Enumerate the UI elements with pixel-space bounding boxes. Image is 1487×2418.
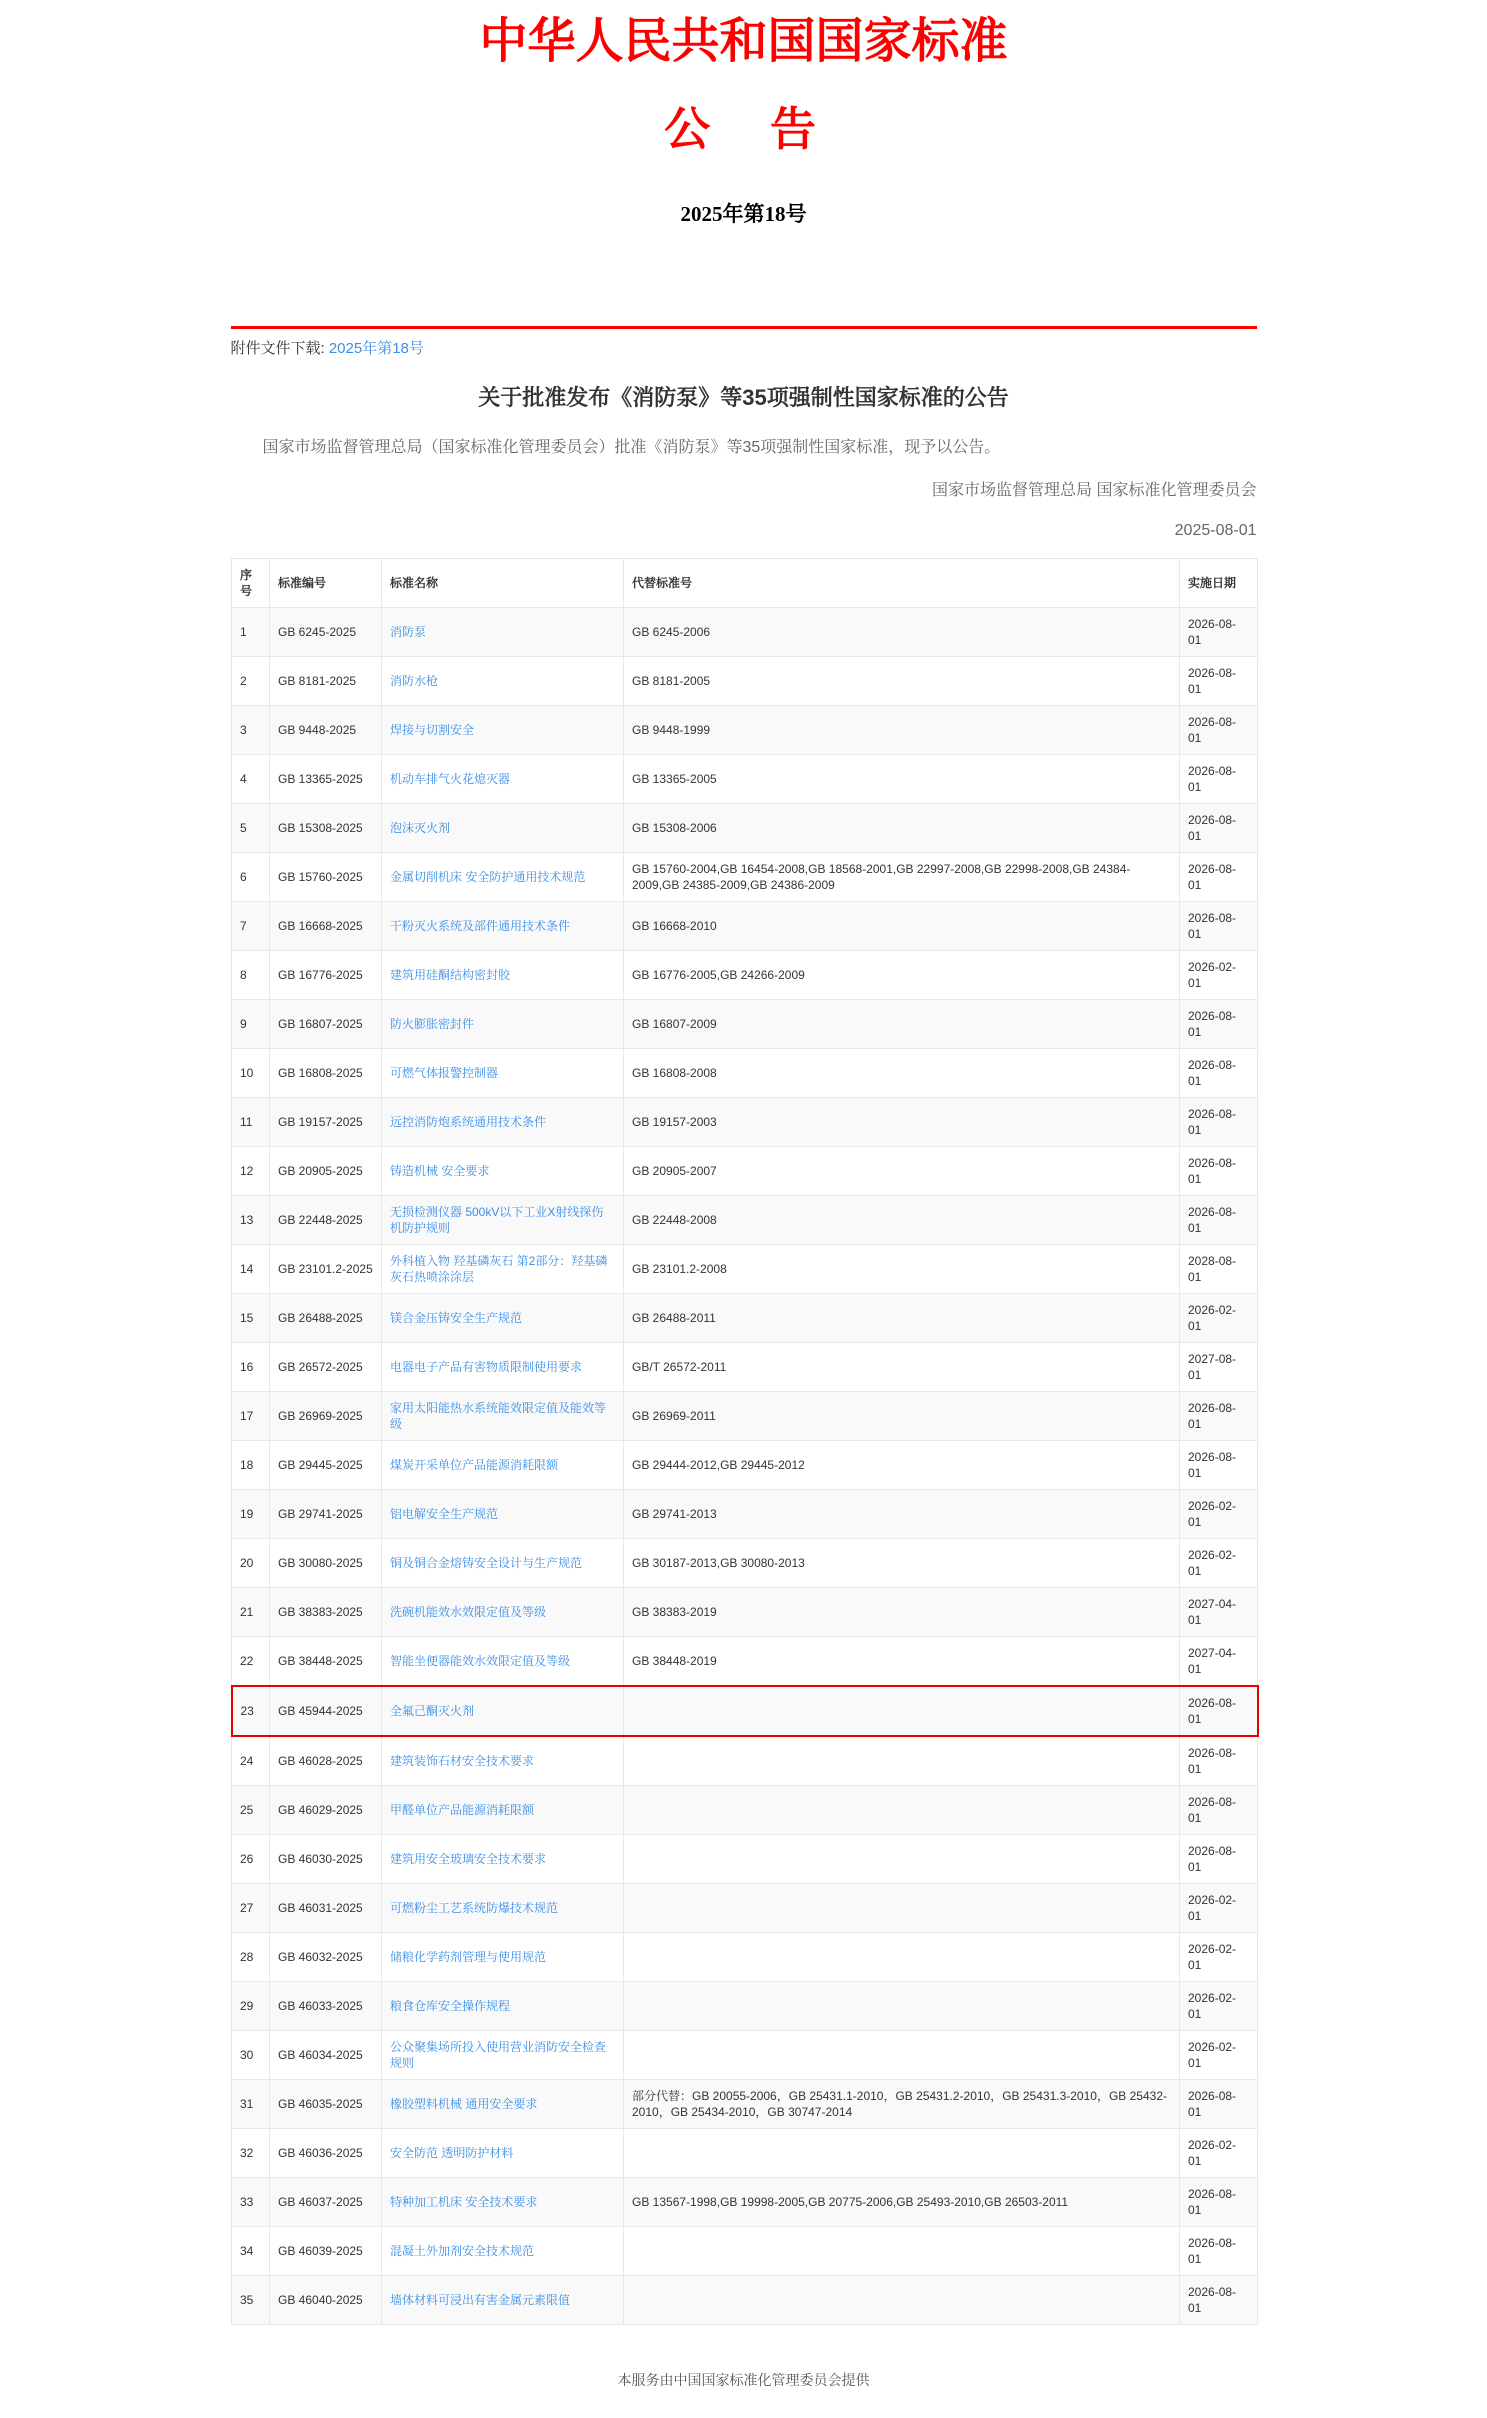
row-index-cell: 12	[232, 1146, 270, 1195]
standard-code-cell: GB 46035-2025	[270, 2079, 382, 2128]
red-divider-line	[231, 326, 1257, 329]
standard-code-cell: GB 16807-2025	[270, 999, 382, 1048]
standard-code-cell: GB 29741-2025	[270, 1489, 382, 1538]
implementation-date-cell: 2027-08-01	[1180, 1342, 1258, 1391]
standard-code-cell: GB 9448-2025	[270, 705, 382, 754]
standard-name-cell	[382, 852, 624, 901]
replaced-standards-cell: GB 15308-2006	[624, 803, 1180, 852]
standard-name-cell	[382, 2177, 624, 2226]
replaced-standards-cell: GB 6245-2006	[624, 607, 1180, 656]
standard-name-cell	[382, 1736, 624, 1786]
replaced-standards-cell: GB 38383-2019	[624, 1587, 1180, 1636]
standard-code-cell: GB 6245-2025	[270, 607, 382, 656]
replaced-standards-cell: GB 15760-2004,GB 16454-2008,GB 18568-2001,GB 22997-2008,GB 22998-2008,GB 24384-2009,GB 24385-2009,GB 24386-2009	[624, 852, 1180, 901]
standard-name-cell	[382, 1342, 624, 1391]
implementation-date-cell: 2026-08-01	[1180, 607, 1258, 656]
standard-name-link[interactable]: 建筑用安全玻璃安全技术要求	[390, 1851, 547, 1866]
footer-service-note: 本服务由中国国家标准化管理委员会提供	[617, 2371, 870, 2388]
replaced-standards-cell: GB 26969-2011	[624, 1391, 1180, 1440]
standard-code-cell: GB 46033-2025	[270, 1981, 382, 2030]
standard-code-cell: GB 20905-2025	[270, 1146, 382, 1195]
standard-name-cell	[382, 1440, 624, 1489]
standard-code-cell: GB 46031-2025	[270, 1883, 382, 1932]
standard-name-cell	[382, 2030, 624, 2079]
replaced-standards-cell	[624, 1834, 1180, 1883]
standard-name-cell	[382, 1293, 624, 1342]
table-row	[232, 1981, 1258, 2030]
page-title: 中华人民共和国国家标准	[479, 15, 1008, 68]
standard-code-cell: GB 16776-2025	[270, 950, 382, 999]
row-index-cell: 21	[232, 1587, 270, 1636]
standard-name-link[interactable]: 消防水枪	[390, 673, 439, 688]
replaced-standards-cell	[624, 2030, 1180, 2079]
standard-name-link[interactable]: 粮食仓库安全操作规程	[390, 1998, 511, 2013]
replaced-standards-cell: 部分代替：GB 20055-2006，GB 25431.1-2010，GB 25431.2-2010，GB 25431.3-2010，GB 25432-2010，GB 25434-2010，GB 30747-2014	[624, 2079, 1180, 2128]
standard-code-cell: GB 46037-2025	[270, 2177, 382, 2226]
row-index-cell: 33	[232, 2177, 270, 2226]
announcement-title: 关于批准发布《消防泵》等35项强制性国家标准的公告	[478, 384, 1009, 410]
standard-code-cell: GB 46040-2025	[270, 2275, 382, 2324]
standard-name-link[interactable]: 焊接与切割安全	[390, 722, 475, 737]
row-index-cell: 13	[232, 1195, 270, 1244]
attachment-download-label: 附件文件下载:	[230, 339, 325, 357]
implementation-date-cell: 2026-08-01	[1180, 803, 1258, 852]
implementation-date-cell: 2026-08-01	[1180, 999, 1258, 1048]
standard-name-cell	[382, 1883, 624, 1932]
standard-name-cell	[382, 803, 624, 852]
row-index-cell: 29	[232, 1981, 270, 2030]
implementation-date-cell: 2026-08-01	[1180, 852, 1258, 901]
row-index-cell: 1	[232, 607, 270, 656]
table-row	[232, 803, 1258, 852]
replaced-standards-cell	[624, 1686, 1180, 1736]
replaced-standards-cell: GB 16808-2008	[624, 1048, 1180, 1097]
standard-code-cell: GB 23101.2-2025	[270, 1244, 382, 1293]
standard-code-cell: GB 46032-2025	[270, 1932, 382, 1981]
table-row	[232, 999, 1258, 1048]
standard-name-cell	[382, 1932, 624, 1981]
replaced-standards-cell: GB 19157-2003	[624, 1097, 1180, 1146]
implementation-date-cell: 2026-08-01	[1180, 1048, 1258, 1097]
row-index-cell: 20	[232, 1538, 270, 1587]
standard-name-cell	[382, 901, 624, 950]
implementation-date-cell: 2026-02-01	[1180, 1538, 1258, 1587]
table-row	[232, 1440, 1258, 1489]
standard-code-cell: GB 22448-2025	[270, 1195, 382, 1244]
standard-name-link[interactable]: 橡胶塑料机械 通用安全要求	[390, 2096, 538, 2111]
standard-name-cell	[382, 2079, 624, 2128]
table-row	[232, 1834, 1258, 1883]
standard-name-link[interactable]: 泡沫灭火剂	[390, 820, 451, 835]
table-row	[232, 1342, 1258, 1391]
implementation-date-cell: 2026-02-01	[1180, 1883, 1258, 1932]
standard-name-link[interactable]: 智能坐便器能效水效限定值及等级	[390, 1653, 571, 1668]
replaced-standards-cell	[624, 2128, 1180, 2177]
standard-code-cell: GB 16808-2025	[270, 1048, 382, 1097]
standard-code-cell: GB 38383-2025	[270, 1587, 382, 1636]
standard-name-cell	[382, 705, 624, 754]
table-row	[232, 705, 1258, 754]
standard-name-link[interactable]: 外科植入物 羟基磷灰石 第2部分：羟基磷灰石热喷涂涂层	[390, 1253, 608, 1284]
standard-name-link[interactable]: 全氟己酮灭火剂	[390, 1703, 475, 1718]
announcement-body: 国家市场监督管理总局（国家标准化管理委员会）批准《消防泵》等35项强制性国家标准，现予以公告。	[262, 438, 1001, 456]
standard-name-cell	[382, 1146, 624, 1195]
implementation-date-cell: 2026-08-01	[1180, 2226, 1258, 2275]
implementation-date-cell: 2026-08-01	[1180, 1391, 1258, 1440]
row-index-cell: 15	[232, 1293, 270, 1342]
replaced-standards-cell: GB 16807-2009	[624, 999, 1180, 1048]
replaced-standards-cell: GB 29444-2012,GB 29445-2012	[624, 1440, 1180, 1489]
standard-name-cell	[382, 1686, 624, 1736]
row-index-cell: 31	[232, 2079, 270, 2128]
implementation-date-cell: 2027-04-01	[1180, 1587, 1258, 1636]
replaced-standards-cell: GB 26488-2011	[624, 1293, 1180, 1342]
row-index-cell: 10	[232, 1048, 270, 1097]
standard-code-cell: GB 13365-2025	[270, 754, 382, 803]
column-header-index: 序号	[232, 558, 270, 607]
table-row	[232, 754, 1258, 803]
standard-code-cell: GB 46039-2025	[270, 2226, 382, 2275]
standard-name-link[interactable]: 家用太阳能热水系统能效限定值及能效等级	[390, 1400, 607, 1431]
replaced-standards-cell: GB/T 26572-2011	[624, 1342, 1180, 1391]
implementation-date-cell: 2028-08-01	[1180, 1244, 1258, 1293]
standard-name-link[interactable]: 墙体材料可浸出有害金属元素限值	[390, 2292, 571, 2307]
standard-name-link[interactable]: 混凝土外加剂安全技术规范	[390, 2243, 535, 2258]
row-index-cell: 14	[232, 1244, 270, 1293]
implementation-date-cell: 2026-08-01	[1180, 1834, 1258, 1883]
standard-code-cell: GB 15308-2025	[270, 803, 382, 852]
standard-name-link[interactable]: 安全防范 透明防护材料	[390, 2145, 514, 2160]
standard-code-cell: GB 46034-2025	[270, 2030, 382, 2079]
standard-code-cell: GB 26572-2025	[270, 1342, 382, 1391]
row-index-cell: 5	[232, 803, 270, 852]
table-row	[232, 607, 1258, 656]
replaced-standards-cell: GB 22448-2008	[624, 1195, 1180, 1244]
standard-name-link[interactable]: 铜及铜合金熔铸安全设计与生产规范	[390, 1555, 583, 1570]
row-index-cell: 25	[232, 1785, 270, 1834]
standard-name-cell	[382, 1785, 624, 1834]
standard-name-link[interactable]: 特种加工机床 安全技术要求	[390, 2194, 538, 2209]
table-row	[232, 1244, 1258, 1293]
standard-name-link[interactable]: 洗碗机能效水效限定值及等级	[390, 1604, 547, 1619]
replaced-standards-cell: GB 38448-2019	[624, 1636, 1180, 1686]
implementation-date-cell: 2026-08-01	[1180, 705, 1258, 754]
replaced-standards-cell: GB 23101.2-2008	[624, 1244, 1180, 1293]
implementation-date-cell: 2026-08-01	[1180, 2275, 1258, 2324]
standard-name-cell	[382, 1391, 624, 1440]
replaced-standards-cell: GB 9448-1999	[624, 705, 1180, 754]
row-index-cell: 4	[232, 754, 270, 803]
standard-name-link[interactable]: 机动车排气火花熄灭器	[390, 771, 511, 786]
standard-name-cell	[382, 1538, 624, 1587]
standard-name-cell	[382, 1636, 624, 1686]
row-index-cell: 32	[232, 2128, 270, 2177]
column-header-replaced-standards: 代替标准号	[624, 558, 1180, 607]
row-index-cell: 11	[232, 1097, 270, 1146]
replaced-standards-cell: GB 13365-2005	[624, 754, 1180, 803]
table-row	[232, 1195, 1258, 1244]
replaced-standards-cell: GB 8181-2005	[624, 656, 1180, 705]
replaced-standards-cell: GB 29741-2013	[624, 1489, 1180, 1538]
row-index-cell: 7	[232, 901, 270, 950]
row-index-cell: 2	[232, 656, 270, 705]
replaced-standards-cell: GB 16668-2010	[624, 901, 1180, 950]
standard-code-cell: GB 26488-2025	[270, 1293, 382, 1342]
row-index-cell: 17	[232, 1391, 270, 1440]
column-header-implementation-date: 实施日期	[1180, 558, 1258, 607]
standard-code-cell: GB 15760-2025	[270, 852, 382, 901]
standard-name-link[interactable]: 铝电解安全生产规范	[390, 1506, 499, 1521]
standard-name-cell	[382, 754, 624, 803]
standard-name-cell	[382, 656, 624, 705]
implementation-date-cell: 2026-08-01	[1180, 1785, 1258, 1834]
row-index-cell: 9	[232, 999, 270, 1048]
row-index-cell: 35	[232, 2275, 270, 2324]
standard-name-cell	[382, 1195, 624, 1244]
standard-name-cell	[382, 1489, 624, 1538]
standard-name-cell	[382, 2275, 624, 2324]
standard-code-cell: GB 19157-2025	[270, 1097, 382, 1146]
row-index-cell: 3	[232, 705, 270, 754]
standard-name-link[interactable]: 可燃气体报警控制器	[390, 1065, 499, 1080]
implementation-date-cell: 2026-08-01	[1180, 1097, 1258, 1146]
replaced-standards-cell: GB 13567-1998,GB 19998-2005,GB 20775-2006,GB 25493-2010,GB 26503-2011	[624, 2177, 1180, 2226]
replaced-standards-cell	[624, 1981, 1180, 2030]
standard-code-cell: GB 45944-2025	[270, 1686, 382, 1736]
standards-table-body	[232, 607, 1258, 2324]
implementation-date-cell: 2027-04-01	[1180, 1636, 1258, 1686]
standard-name-cell	[382, 1097, 624, 1146]
standard-name-link[interactable]: 建筑用硅酮结构密封胶	[390, 967, 511, 982]
table-row	[232, 1538, 1258, 1587]
standard-code-cell: GB 30080-2025	[270, 1538, 382, 1587]
implementation-date-cell: 2026-02-01	[1180, 950, 1258, 999]
table-row	[232, 901, 1258, 950]
standard-name-link[interactable]: 无损检测仪器 500kV以下工业X射线探伤机防护规则	[390, 1204, 604, 1235]
implementation-date-cell: 2026-08-01	[1180, 1440, 1258, 1489]
page-content	[231, 14, 1257, 2325]
table-row	[232, 2030, 1258, 2079]
standard-code-cell: GB 46030-2025	[270, 1834, 382, 1883]
table-row	[232, 1636, 1258, 1686]
implementation-date-cell: 2026-02-01	[1180, 1489, 1258, 1538]
table-row	[232, 1489, 1258, 1538]
standard-name-cell	[382, 1834, 624, 1883]
row-index-cell: 19	[232, 1489, 270, 1538]
standard-name-link[interactable]: 可燃粉尘工艺系统防爆技术规范	[390, 1900, 559, 1915]
replaced-standards-cell	[624, 2275, 1180, 2324]
table-row	[232, 1686, 1258, 1736]
standard-name-link[interactable]: 煤炭开采单位产品能源消耗限额	[390, 1457, 559, 1472]
replaced-standards-cell	[624, 1932, 1180, 1981]
standard-name-link[interactable]: 公众聚集场所投入使用营业消防安全检查规则	[390, 2039, 607, 2070]
issuing-authority: 国家市场监督管理总局 国家标准化管理委员会	[932, 481, 1257, 499]
standard-name-link[interactable]: 建筑装饰石材安全技术要求	[390, 1753, 535, 1768]
standard-name-cell	[382, 2128, 624, 2177]
row-index-cell: 34	[232, 2226, 270, 2275]
row-index-cell: 6	[232, 852, 270, 901]
standard-name-cell	[382, 999, 624, 1048]
table-row	[232, 2177, 1258, 2226]
standard-name-cell	[382, 1244, 624, 1293]
replaced-standards-cell: GB 20905-2007	[624, 1146, 1180, 1195]
announcement-heading: 公 告	[664, 104, 823, 156]
row-index-cell: 26	[232, 1834, 270, 1883]
standard-code-cell: GB 46029-2025	[270, 1785, 382, 1834]
replaced-standards-cell: GB 30187-2013,GB 30080-2013	[624, 1538, 1180, 1587]
implementation-date-cell: 2026-02-01	[1180, 1981, 1258, 2030]
table-row	[232, 852, 1258, 901]
row-index-cell: 23	[232, 1686, 270, 1736]
table-row	[232, 1391, 1258, 1440]
standard-name-link[interactable]: 金属切削机床 安全防护通用技术规范	[390, 869, 586, 884]
standard-name-cell	[382, 1048, 624, 1097]
standard-name-link[interactable]: 电器电子产品有害物质限制使用要求	[390, 1359, 583, 1374]
implementation-date-cell: 2026-08-01	[1180, 2177, 1258, 2226]
table-row	[232, 950, 1258, 999]
table-row	[232, 1097, 1258, 1146]
row-index-cell: 16	[232, 1342, 270, 1391]
implementation-date-cell: 2026-08-01	[1180, 754, 1258, 803]
table-row	[232, 1883, 1258, 1932]
column-header-standard-code: 标准编号	[270, 558, 382, 607]
standard-name-link[interactable]: 远控消防炮系统通用技术条件	[390, 1114, 547, 1129]
standard-code-cell: GB 38448-2025	[270, 1636, 382, 1686]
standard-code-cell: GB 46028-2025	[270, 1736, 382, 1786]
table-row	[232, 2079, 1258, 2128]
table-row	[232, 2128, 1258, 2177]
standard-name-link[interactable]: 干粉灭火系统及部件通用技术条件	[390, 918, 571, 933]
table-header-row	[232, 558, 1258, 607]
implementation-date-cell: 2026-02-01	[1180, 1932, 1258, 1981]
standard-code-cell: GB 29445-2025	[270, 1440, 382, 1489]
implementation-date-cell: 2026-08-01	[1180, 1686, 1258, 1736]
row-index-cell: 28	[232, 1932, 270, 1981]
attachment-download-row	[231, 339, 1257, 359]
row-index-cell: 22	[232, 1636, 270, 1686]
table-row	[232, 1785, 1258, 1834]
table-row	[232, 1146, 1258, 1195]
standard-name-link[interactable]: 镁合金压铸安全生产规范	[390, 1310, 523, 1325]
standard-name-link[interactable]: 储粮化学药剂管理与使用规范	[390, 1949, 547, 1964]
standard-name-link[interactable]: 甲醛单位产品能源消耗限额	[390, 1802, 535, 1817]
announcement-date: 2025-08-01	[1174, 521, 1257, 539]
implementation-date-cell: 2026-08-01	[1180, 656, 1258, 705]
standard-code-cell: GB 16668-2025	[270, 901, 382, 950]
table-row	[232, 1932, 1258, 1981]
implementation-date-cell: 2026-08-01	[1180, 1195, 1258, 1244]
row-index-cell: 27	[232, 1883, 270, 1932]
row-index-cell: 18	[232, 1440, 270, 1489]
attachment-download-link[interactable]: 2025年第18号	[328, 339, 424, 357]
replaced-standards-cell	[624, 1785, 1180, 1834]
column-header-standard-name: 标准名称	[382, 558, 624, 607]
standard-name-cell	[382, 1981, 624, 2030]
table-row	[232, 656, 1258, 705]
table-row	[232, 1587, 1258, 1636]
standard-name-cell	[382, 607, 624, 656]
replaced-standards-cell	[624, 2226, 1180, 2275]
implementation-date-cell: 2026-02-01	[1180, 2128, 1258, 2177]
replaced-standards-cell: GB 16776-2005,GB 24266-2009	[624, 950, 1180, 999]
standard-name-link[interactable]: 铸造机械 安全要求	[390, 1163, 490, 1178]
standard-name-link[interactable]: 消防泵	[390, 624, 427, 639]
row-index-cell: 24	[232, 1736, 270, 1786]
implementation-date-cell: 2026-08-01	[1180, 1736, 1258, 1786]
table-row	[232, 1293, 1258, 1342]
standard-code-cell: GB 46036-2025	[270, 2128, 382, 2177]
replaced-standards-cell	[624, 1883, 1180, 1932]
standards-table	[231, 558, 1259, 2325]
standard-name-cell	[382, 1587, 624, 1636]
table-row	[232, 2275, 1258, 2324]
replaced-standards-cell	[624, 1736, 1180, 1786]
table-row	[232, 1736, 1258, 1786]
standard-name-cell	[382, 2226, 624, 2275]
implementation-date-cell: 2026-02-01	[1180, 1293, 1258, 1342]
row-index-cell: 30	[232, 2030, 270, 2079]
implementation-date-cell: 2026-02-01	[1180, 2030, 1258, 2079]
implementation-date-cell: 2026-08-01	[1180, 901, 1258, 950]
standard-code-cell: GB 26969-2025	[270, 1391, 382, 1440]
issue-number: 2025年第18号	[680, 201, 807, 226]
implementation-date-cell: 2026-08-01	[1180, 1146, 1258, 1195]
standard-name-link[interactable]: 防火膨胀密封件	[390, 1016, 475, 1031]
standard-name-cell	[382, 950, 624, 999]
standard-code-cell: GB 8181-2025	[270, 656, 382, 705]
table-row	[232, 2226, 1258, 2275]
row-index-cell: 8	[232, 950, 270, 999]
implementation-date-cell: 2026-08-01	[1180, 2079, 1258, 2128]
table-row	[232, 1048, 1258, 1097]
